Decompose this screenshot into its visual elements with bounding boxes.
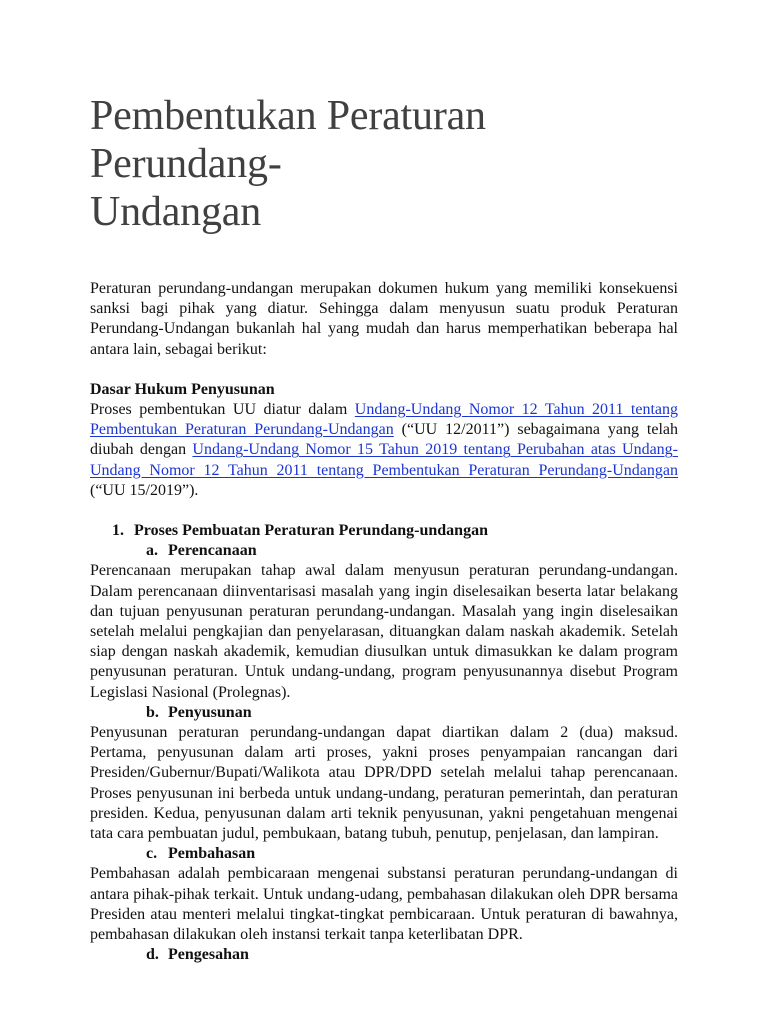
step-title: Perencanaan [168,542,257,560]
legal-basis-text-2: (“UU 12/2011”) sebagaimana yang telah diubah dengan [90,421,679,459]
step-paragraph-pembahasan: Pembahasan adalah pembicaraan mengenai substansi peraturan perundang-undangan di antara pihak-pihak terkait. Untuk undang-udang, pembahasan dilakukan oleh DPR bersama Presiden atau menteri melalui tingkat-tingkat pembicaraan. Untuk peraturan di bawahnya, pembahasan dilakukan oleh instansi terkait tanpa keterlibatan DPR. [90,865,678,944]
process-heading-text: Proses Pembuatan Peraturan Perundang-undangan [134,522,488,540]
document-title [90,92,678,236]
step-title: Penyusunan [168,703,252,721]
intro-paragraph: Peraturan perundang-undangan merupakan dokumen hukum yang memiliki konsekuensi sanksi bagi pihak yang diatur. Sehingga dalam menyusun suatu produk Peraturan Perundang-Undangan bukanlah hal yang mudah dan harus memperhatikan beberapa hal antara lain, sebagai berikut: [90,280,678,358]
step-paragraph-penyusunan: Penyusunan peraturan perundang-undangan dapat diartikan dalam 2 (dua) maksud. Pertama, penyusunan dalam arti proses, yakni proses penyampaian rancangan dari Presiden/Gubernur/Bupati/Walikota atau DPR/DPD setelah melalui tahap perencanaan. Proses penyusunan ini berbeda untuk undang-undang, peraturan pemerintah, dan peraturan presiden. Kedua, penyusunan dalam arti teknik penyusunan, yakni pengetahuan mengenai tata cara pembuatan judul, pembukaan, batang tubuh, penutup, penjelasan, dan lampiran. [90,724,678,843]
step-letter: d. [146,946,159,964]
document-title-line-2: Undangan [90,189,262,235]
step-title: Pembahasan [168,845,256,863]
legal-basis-text-1: Proses pembentukan UU diatur dalam [90,401,355,419]
step-heading-penyusunan [90,703,678,723]
step-paragraph-perencanaan: Perencanaan merupakan tahap awal dalam menyusun peraturan perundang-undangan. Dalam perencanaan diinventarisasi masalah yang ingin diselesaikan beserta latar belakang dan tujuan penyusunan peraturan perundang-undangan. Masalah yang ingin diselesaikan setelah melalui pengkajian dan penyelarasan, dituangkan dalam naskah akademik. Setelah siap dengan naskah akademik, kemudian diusulkan untuk dimasukkan ke dalam program penyusunan peraturan. Untuk undang-undang, program penyusunannya disebut Program Legislasi Nasional (Prolegnas). [90,562,678,701]
step-heading-pembahasan [90,844,678,864]
process-heading [90,521,678,541]
step-heading-perencanaan [90,541,678,561]
process-number: 1. [112,522,124,540]
step-letter: c. [146,845,158,863]
link-uu-15-2019[interactable]: Undang-Undang Nomor 15 Tahun 2019 tentang Perubahan atas Undang-Undang Nomor 12 Tahun 2011 tentang Pembentukan Peraturan Perundang-Undangan [90,441,679,479]
step-letter: a. [146,542,158,560]
legal-basis-text-3: (“UU 15/2019”). [90,481,199,499]
step-letter: b. [146,703,159,721]
legal-basis-paragraph [90,400,678,501]
document-title-line-1: Pembentukan Peraturan Perundang- [90,93,486,187]
legal-basis-heading: Dasar Hukum Penyusunan [90,380,275,398]
link-uu-12-2011[interactable]: Undang-Undang Nomor 12 Tahun 2011 tentang Pembentukan Peraturan Perundang-Undangan [90,401,679,439]
step-heading-pengesahan [90,945,678,965]
step-title: Pengesahan [168,946,249,964]
